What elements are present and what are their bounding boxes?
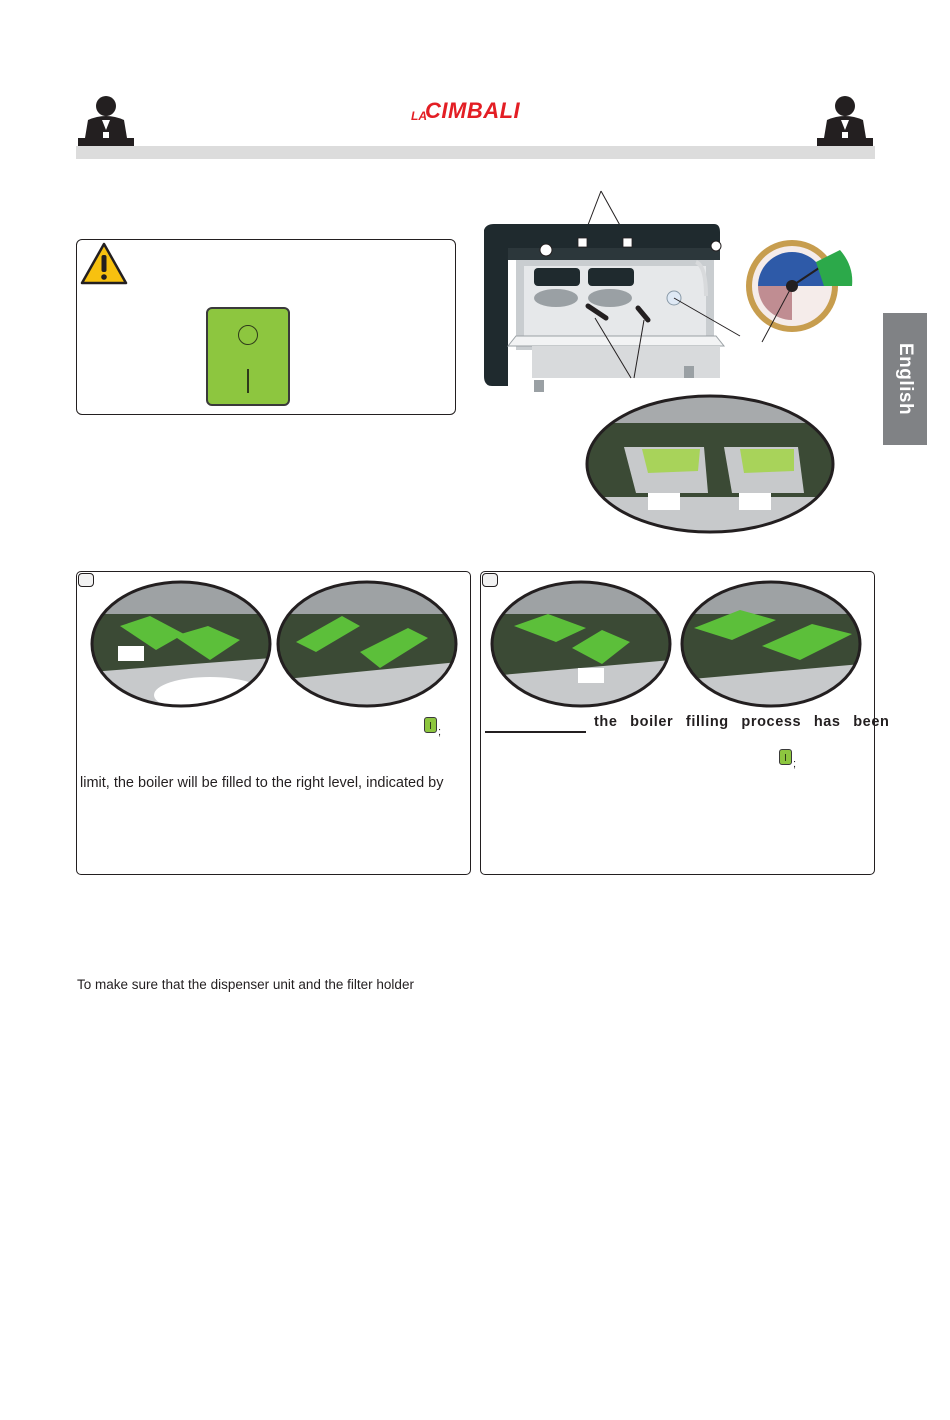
panel-left-text: limit, the boiler will be filled to the right level, indicated by (80, 775, 444, 791)
brand-prefix: LA (411, 109, 427, 123)
barista-icon (817, 94, 873, 146)
switches-zoom-illustration (490, 580, 672, 708)
switches-zoom-illustration (90, 580, 272, 708)
switches-zoom-illustration (584, 393, 836, 535)
language-tab (883, 313, 927, 445)
brand-name: CIMBALI (425, 98, 521, 123)
switch-on-symbol (247, 369, 249, 393)
language-tab-label: English (895, 342, 916, 416)
switches-zoom-illustration (276, 580, 458, 708)
coffee-machine-illustration (478, 186, 748, 398)
warning-triangle-icon (80, 242, 128, 286)
body-paragraph: To make sure that the dispenser unit and the filter holder (77, 977, 414, 992)
power-switch-icon (424, 717, 437, 733)
barista-icon (78, 94, 134, 146)
semicolon: ; (793, 758, 797, 770)
semicolon: ; (438, 726, 442, 738)
brand-logo (400, 98, 550, 128)
panel-right-text: the boiler filling process has been (594, 714, 890, 730)
blank-underline (485, 731, 586, 733)
switches-zoom-illustration (680, 580, 862, 708)
switch-off-symbol (238, 325, 258, 345)
power-switch-icon (779, 749, 792, 765)
header-divider (76, 146, 875, 159)
power-switch-icon (206, 307, 290, 406)
pressure-gauge-icon (742, 236, 860, 344)
